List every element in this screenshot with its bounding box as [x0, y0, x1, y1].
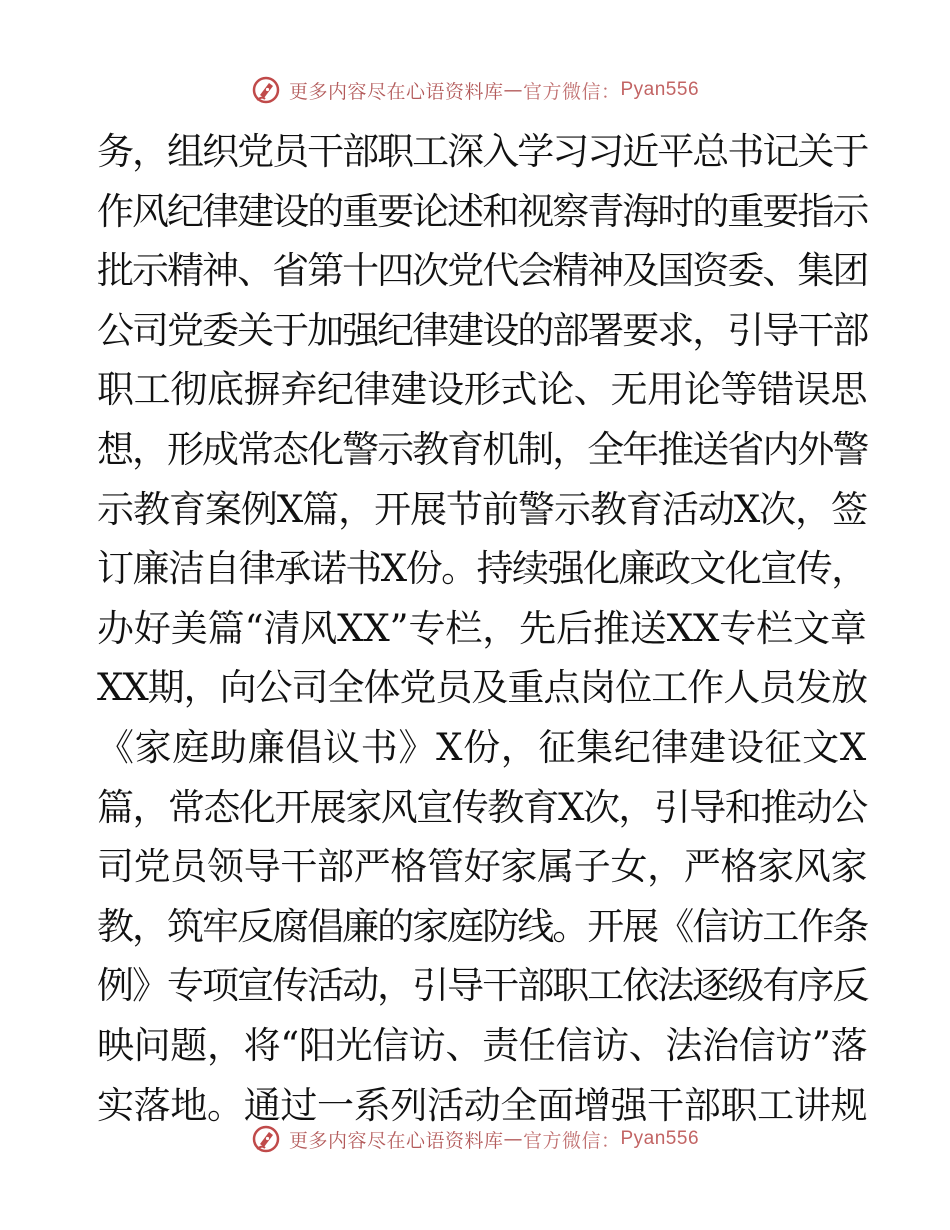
document-body [97, 122, 868, 1135]
body-line: 例》专项宣传活动，引导干部职工依法逐级有序反 [97, 964, 868, 1008]
watermark-main-text: 更多内容尽在心语资料库 [288, 1129, 504, 1152]
body-line: 职工彻底摒弃纪律建设形式论、无用论等错误思 [97, 368, 868, 412]
header-watermark [0, 70, 950, 110]
body-line: XX期，向公司全体党员及重点岗位工作人员发放 [97, 666, 868, 710]
body-line: 示教育案例X篇，开展节前警示教育活动X次，签 [97, 487, 868, 531]
watermark-separator: — [503, 79, 523, 101]
body-line: 《家庭助廉倡议书》X份，征集纪律建设征文X [97, 725, 867, 769]
body-line: 批示精神、省第十四次党代会精神及国资委、集团 [97, 249, 868, 293]
body-line: 公司党委关于加强纪律建设的部署要求，引导干部 [97, 308, 868, 352]
watermark-official-label: 官方微信： [522, 1129, 621, 1152]
watermark-separator: — [503, 1128, 523, 1150]
body-line: 司党员领导干部严格管好家属子女，严格家风家 [97, 845, 868, 889]
footer-watermark [0, 1119, 950, 1159]
watermark-account-id: Pyan556 [620, 1128, 700, 1149]
body-line: 实落地。通过一系列活动全面增强干部职工讲规 [97, 1083, 868, 1127]
body-line: 篇，常态化开展家风宣传教育X次，引导和推动公 [97, 785, 867, 829]
watermark-main-text: 更多内容尽在心语资料库 [288, 80, 504, 103]
body-line: 订廉洁自律承诺书X份。持续强化廉政文化宣传， [97, 547, 867, 591]
pen-nib-logo-icon [251, 75, 281, 105]
watermark-account-id: Pyan556 [620, 79, 700, 100]
body-line: 想，形成常态化警示教育机制，全年推送省内外警 [97, 427, 868, 471]
body-line: 教，筑牢反腐倡廉的家庭防线。开展《信访工作条 [97, 904, 868, 948]
body-line: 作风纪律建设的重要论述和视察青海时的重要指示 [97, 189, 868, 233]
body-line: 映问题，将“阳光信访、责任信访、法治信访”落 [97, 1023, 868, 1067]
body-line: 办好美篇“清风XX”专栏，先后推送XX专栏文章 [97, 606, 867, 650]
pen-nib-logo-icon [251, 1124, 281, 1154]
watermark-official-label: 官方微信： [522, 80, 621, 103]
body-line: 务，组织党员干部职工深入学习习近平总书记关于 [97, 130, 868, 173]
